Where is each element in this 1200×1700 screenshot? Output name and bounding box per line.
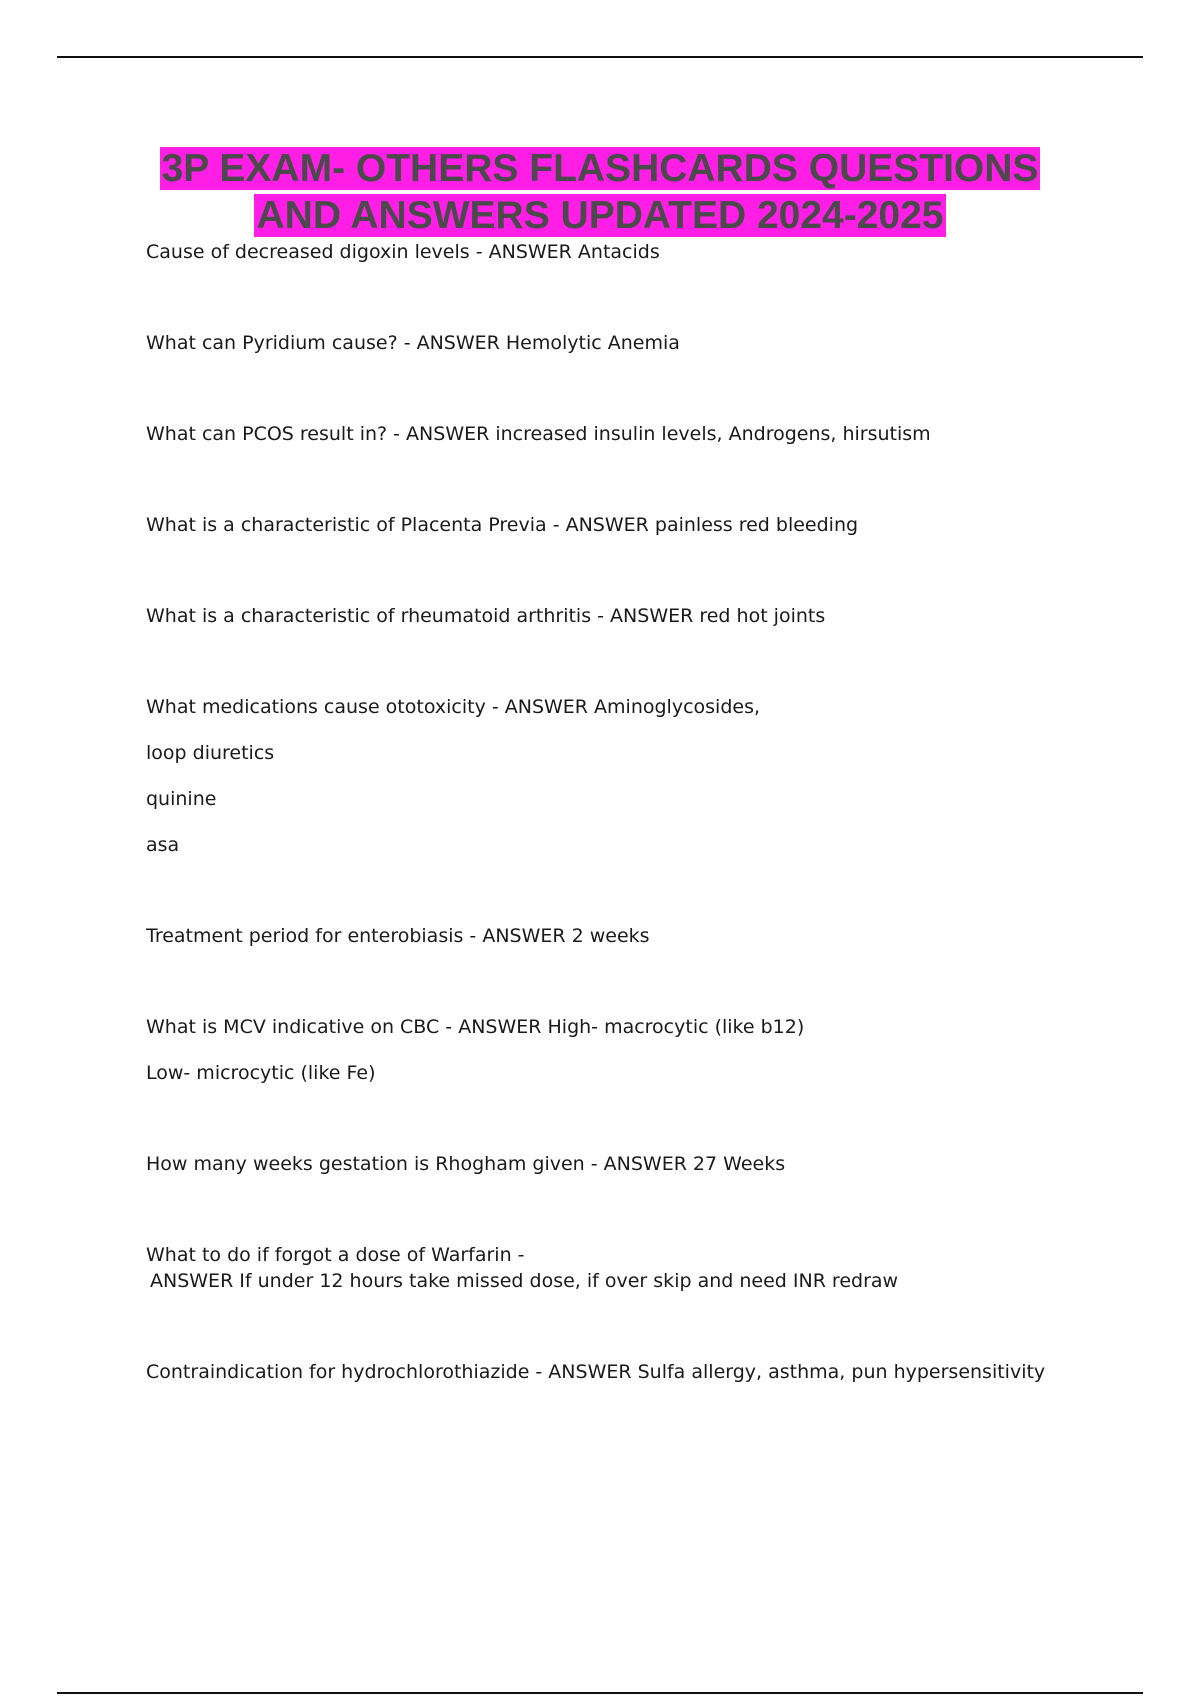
flashcard-line: What medications cause ototoxicity - ANSWER Aminoglycosides, (146, 696, 761, 718)
title-line-2: AND ANSWERS UPDATED 2024-2025 (256, 194, 944, 237)
flashcard-list (146, 239, 1146, 1385)
flashcard-item (146, 512, 1146, 538)
flashcard-line: ANSWER If under 12 hours take missed dose, if over skip and need INR redraw (150, 1270, 899, 1292)
flashcard-item (146, 923, 1146, 949)
flashcard-line: loop diuretics (146, 742, 275, 764)
flashcard-item (146, 694, 1146, 858)
flashcard-item (146, 421, 1146, 447)
flashcard-item (146, 603, 1146, 629)
flashcard-line: quinine (146, 788, 217, 810)
flashcard-line: What is MCV indicative on CBC - ANSWER High- macrocytic (like b12) (146, 1016, 805, 1038)
top-rule (57, 56, 1143, 58)
flashcard-line: What can Pyridium cause? - ANSWER Hemolytic Anemia (146, 332, 680, 354)
flashcard-line: Treatment period for enterobiasis - ANSWER 2 weeks (146, 925, 650, 947)
flashcard-item (146, 1151, 1146, 1177)
flashcard-item (146, 1014, 1146, 1086)
flashcard-line: Low- microcytic (like Fe) (146, 1062, 376, 1084)
flashcard-line: asa (146, 834, 180, 856)
flashcard-line: What can PCOS result in? - ANSWER increased insulin levels, Androgens, hirsutism (146, 423, 931, 445)
flashcard-line: What to do if forgot a dose of Warfarin - (146, 1244, 525, 1266)
flashcard-line: What is a characteristic of Placenta Previa - ANSWER painless red bleeding (146, 514, 859, 536)
flashcard-line: How many weeks gestation is Rhogham given - ANSWER 27 Weeks (146, 1153, 786, 1175)
flashcard-item (146, 330, 1146, 356)
flashcard-line: Cause of decreased digoxin levels - ANSWER Antacids (146, 241, 660, 263)
flashcard-item (146, 239, 1146, 265)
flashcard-item (146, 1359, 1146, 1385)
flashcard-line: What is a characteristic of rheumatoid arthritis - ANSWER red hot joints (146, 605, 826, 627)
document-title (100, 145, 1100, 239)
bottom-rule (57, 1692, 1143, 1694)
flashcard-item (146, 1242, 1146, 1294)
flashcard-line: Contraindication for hydrochlorothiazide - ANSWER Sulfa allergy, asthma, pun hypersensitivity (146, 1361, 1046, 1383)
title-line-1: 3P EXAM- OTHERS FLASHCARDS QUESTIONS (161, 147, 1039, 190)
